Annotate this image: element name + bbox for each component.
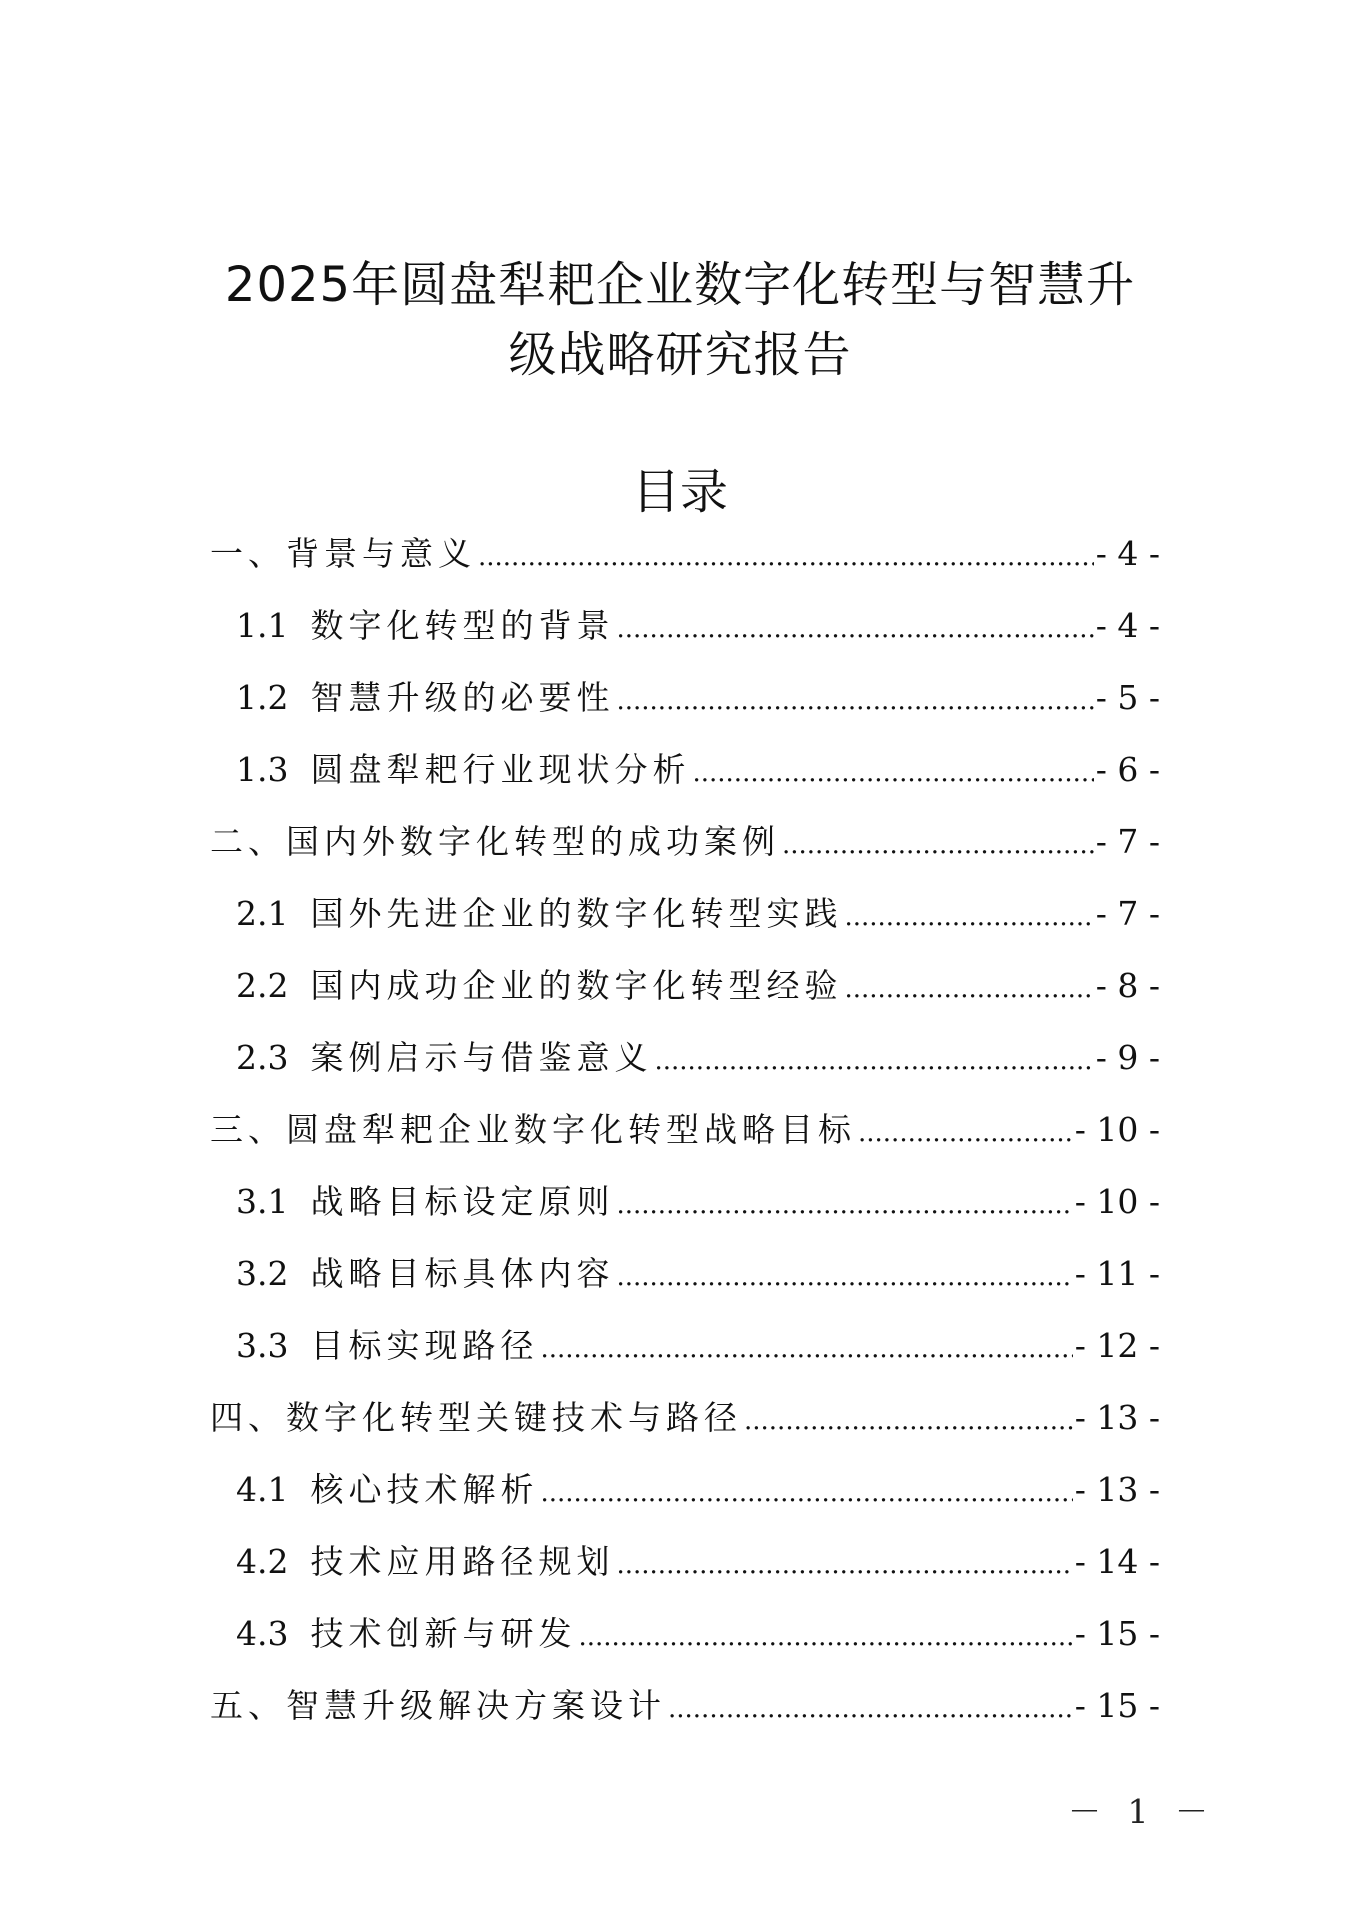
toc-entry-number: 3.2 [236,1254,289,1293]
toc-heading: 目录 [631,464,728,520]
toc-dot-leader [668,1694,1073,1724]
toc-dot-leader [540,1478,1072,1508]
toc-entry-page: - 4 - [1095,534,1160,573]
toc-entry[interactable] [210,1680,1160,1752]
toc-entry-number: 2.2 [236,966,289,1005]
toc-entry[interactable] [210,600,1160,672]
toc-entry-page: - 14 - [1074,1542,1160,1581]
toc-entry-label: 四、数字化转型关键技术与路径 [210,1398,742,1437]
toc-dot-leader [858,1118,1073,1148]
toc-entry-page: - 8 - [1095,966,1160,1005]
toc-entry[interactable] [210,1176,1160,1248]
toc-entry-page: - 13 - [1074,1470,1160,1509]
toc-dot-leader [478,542,1094,572]
toc-entry-label: 二、国内外数字化转型的成功案例 [210,822,780,861]
toc-dot-leader [616,686,1093,716]
toc-entry-number: 1.1 [236,606,289,645]
toc-entry[interactable] [210,672,1160,744]
toc-dot-leader [744,1406,1073,1436]
toc-dot-leader [654,1046,1093,1076]
toc-entry-label: 核心技术解析 [310,1470,539,1509]
toc-entry-number: 3.3 [236,1326,289,1365]
toc-entry[interactable] [210,1464,1160,1536]
toc-entry[interactable] [210,1536,1160,1608]
toc-entry[interactable] [210,816,1160,888]
toc-entry-page: - 6 - [1095,750,1160,789]
toc-entry-label: 圆盘犁耙行业现状分析 [310,750,691,789]
toc-entry[interactable] [210,1032,1160,1104]
toc-entry-label: 五、智慧升级解决方案设计 [210,1686,666,1725]
toc-entry-number: 4.1 [236,1470,289,1509]
toc-entry-page: - 10 - [1074,1182,1160,1221]
toc-entry-number: 2.1 [236,894,289,933]
table-of-contents [210,528,1160,1752]
toc-entry[interactable] [210,888,1160,960]
toc-entry[interactable] [210,960,1160,1032]
toc-entry[interactable] [210,528,1160,600]
toc-entry-page: - 15 - [1074,1614,1160,1653]
toc-entry-number: 3.1 [236,1182,289,1221]
toc-dot-leader [844,974,1093,1004]
toc-dot-leader [616,614,1093,644]
toc-entry-label: 三、圆盘犁耙企业数字化转型战略目标 [210,1110,856,1149]
toc-entry-page: - 5 - [1095,678,1160,717]
toc-entry-label: 案例启示与借鉴意义 [310,1038,653,1077]
document-title-line-2: 级战略研究报告 [508,327,852,383]
toc-entry[interactable] [210,1320,1160,1392]
toc-entry-label: 战略目标具体内容 [310,1254,615,1293]
toc-dot-leader [616,1550,1072,1580]
toc-entry-page: - 7 - [1095,822,1160,861]
toc-entry-page: - 11 - [1074,1254,1160,1293]
toc-entry-label: 国内成功企业的数字化转型经验 [310,966,843,1005]
toc-entry-number: 4.3 [236,1614,289,1653]
toc-entry[interactable] [210,1104,1160,1176]
toc-entry-number: 4.2 [236,1542,289,1581]
toc-entry-number: 1.2 [236,678,289,717]
toc-entry-label: 国外先进企业的数字化转型实践 [310,894,843,933]
toc-dot-leader [616,1190,1072,1220]
toc-entry-page: - 9 - [1095,1038,1160,1077]
toc-entry-label: 技术应用路径规划 [310,1542,615,1581]
toc-entry-page: - 12 - [1074,1326,1160,1365]
page-number: － 1 － [1068,1792,1216,1831]
toc-entry[interactable] [210,1248,1160,1320]
toc-dot-leader [540,1334,1072,1364]
toc-dot-leader [578,1622,1072,1652]
toc-entry-number: 2.3 [236,1038,289,1077]
toc-entry-page: - 10 - [1074,1110,1160,1149]
toc-entry-page: - 13 - [1074,1398,1160,1437]
toc-dot-leader [782,830,1094,860]
document-title-line-1: 2025年圆盘犁耙企业数字化转型与智慧升 [224,257,1136,313]
toc-entry-label: 战略目标设定原则 [310,1182,615,1221]
toc-entry-page: - 7 - [1095,894,1160,933]
toc-entry-page: - 15 - [1074,1686,1160,1725]
toc-dot-leader [692,758,1093,788]
toc-dot-leader [616,1262,1072,1292]
toc-entry[interactable] [210,744,1160,816]
toc-entry[interactable] [210,1392,1160,1464]
toc-entry-label: 目标实现路径 [310,1326,539,1365]
toc-dot-leader [844,902,1093,932]
toc-entry[interactable] [210,1608,1160,1680]
toc-entry-label: 技术创新与研发 [310,1614,577,1653]
toc-entry-label: 数字化转型的背景 [310,606,615,645]
toc-entry-number: 1.3 [236,750,289,789]
toc-entry-label: 一、背景与意义 [210,534,476,573]
toc-entry-page: - 4 - [1095,606,1160,645]
toc-entry-label: 智慧升级的必要性 [310,678,615,717]
